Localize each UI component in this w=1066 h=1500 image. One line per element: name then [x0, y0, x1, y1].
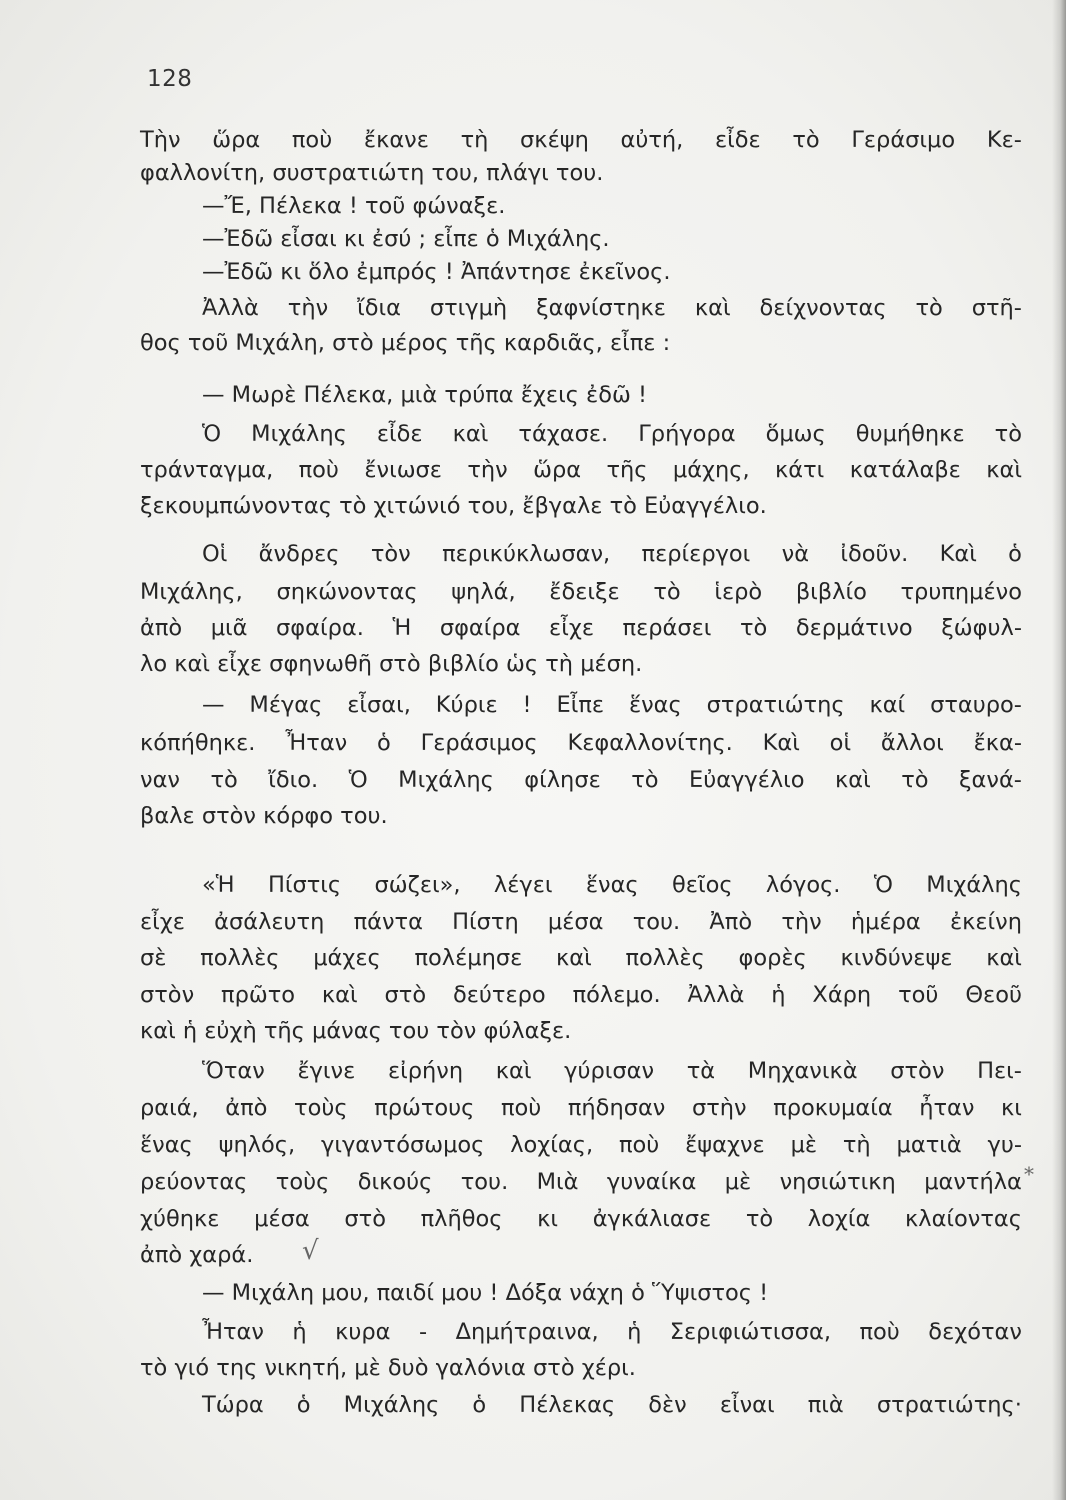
word: Ἀλλὰ — [202, 295, 259, 321]
word: στὸν — [140, 982, 195, 1008]
word: φίλησε — [524, 767, 601, 793]
word: μάχες — [313, 945, 381, 971]
word: κυρα — [335, 1319, 391, 1345]
word: λοχία — [807, 1206, 871, 1232]
word: Ἀλλὰ — [687, 982, 745, 1008]
word: ἴδια — [357, 295, 401, 321]
word: δὲν — [648, 1392, 687, 1418]
word: Ὁ — [348, 767, 368, 793]
word: μὲ — [790, 1132, 818, 1158]
text-line-25 — [202, 1056, 1022, 1087]
word: ποὺ — [500, 1095, 542, 1121]
word: Μιχάλης — [926, 872, 1022, 898]
word: Μιὰ — [536, 1169, 579, 1195]
text-line-26 — [140, 1093, 1022, 1124]
word: τὴν — [287, 295, 329, 321]
text-line-22 — [140, 943, 1022, 974]
word: τὰ — [686, 1058, 716, 1084]
word: ἔδειξε — [549, 579, 620, 605]
word: πιὰ — [807, 1392, 844, 1418]
word: τὴν — [781, 909, 822, 935]
word: μέσα — [547, 909, 604, 935]
word: εἶχε — [549, 615, 594, 641]
word: Πέλεκας — [519, 1392, 616, 1418]
text-line-7: θος τοῦ Μιχάλη, στὸ μέρος τῆς καρδιᾶς, εἶπε : — [140, 330, 671, 356]
word: Μιχάλης — [343, 1392, 440, 1418]
word: — — [202, 692, 225, 718]
word: τὴ — [460, 127, 489, 153]
text-line-9 — [202, 419, 1022, 450]
text-line-21 — [140, 907, 1022, 938]
word: Σεριφιώτισσα, — [669, 1319, 832, 1345]
word: στρατιώτης — [706, 692, 845, 718]
word: ὁ — [296, 1392, 311, 1418]
word: τὴ — [842, 1132, 871, 1158]
word: Κύριε — [435, 692, 498, 718]
word: μαντήλα — [924, 1169, 1022, 1195]
page-edge-shadow — [1052, 0, 1066, 1500]
word: ἔγινε — [297, 1058, 356, 1084]
word: μάχης, — [672, 457, 750, 483]
word: Μέγας — [249, 692, 323, 718]
word: καὶ — [495, 1058, 532, 1084]
word: ἔνιωσε — [364, 457, 442, 483]
text-line-2: φαλλονίτη, συστρατιώτη του, πλάγι του. — [140, 160, 604, 186]
word: πόλεμο. — [572, 982, 661, 1008]
word: καὶ — [986, 945, 1022, 971]
text-line-30: ἀπὸ χαρά. — [140, 1242, 254, 1268]
text-line-33: τὸ γιό της νικητή, μὲ δυὸ γαλόνια στὸ χέρι. — [140, 1355, 636, 1381]
text-line-24: καὶ ἡ εὐχὴ τῆς μάνας του τὸν φύλαξε. — [140, 1018, 572, 1044]
word: τοὺς — [294, 1095, 348, 1121]
word: ἕνας — [585, 872, 639, 898]
word: γυναίκα — [606, 1169, 697, 1195]
word: Ἡ — [392, 615, 412, 641]
word: Καὶ — [939, 541, 977, 567]
word: καὶ — [321, 982, 358, 1008]
word: Πίστις — [267, 872, 342, 898]
margin-check-mark: √ — [302, 1236, 319, 1266]
word: πολέμησε — [414, 945, 523, 971]
word: αὐτή, — [620, 127, 684, 153]
word: δείχνοντας — [759, 295, 887, 321]
word: Κε- — [986, 127, 1022, 153]
margin-asterisk: * — [1024, 1162, 1034, 1186]
word: πρώτους — [374, 1095, 475, 1121]
word: ἀπὸ — [140, 615, 183, 641]
word: σώζει», — [374, 872, 461, 898]
word: Δημήτραινα, — [455, 1319, 599, 1345]
word: Πει- — [977, 1058, 1022, 1084]
text-line-10 — [140, 455, 1022, 486]
word: πρῶτο — [221, 982, 296, 1008]
word: περίεργοι — [641, 541, 751, 567]
text-line-34 — [202, 1390, 1022, 1421]
word: ἦταν — [919, 1095, 975, 1121]
text-line-20 — [202, 870, 1022, 901]
word: περάσει — [622, 615, 712, 641]
word: τὸ — [210, 767, 238, 793]
word: στῆ- — [971, 295, 1022, 321]
page-number: 128 — [147, 66, 193, 92]
text-line-11: ξεκουμπώνοντας τὸ χιτώνιό του, ἔβγαλε τὸ Εὐαγγέλιο. — [140, 493, 767, 519]
word: Μηχανικὰ — [747, 1058, 858, 1084]
word: ποὺ — [859, 1319, 900, 1345]
word: «Ἡ — [202, 872, 235, 898]
text-line-14 — [140, 613, 1022, 644]
word: ἄλλοι — [880, 730, 944, 756]
word: εἶναι — [719, 1392, 775, 1418]
word: ἔψαχνε — [685, 1132, 765, 1158]
word: τράνταγμα, — [140, 457, 274, 483]
word: ἀσάλευτη — [214, 909, 325, 935]
word: Ὅταν — [202, 1058, 265, 1084]
word: στὸν — [890, 1058, 945, 1084]
word: ποὺ — [618, 1132, 660, 1158]
word: ψηλός, — [218, 1132, 296, 1158]
word: πήδησαν — [567, 1095, 666, 1121]
word: Γεράσιμο — [851, 127, 956, 153]
word: ματιὰ — [896, 1132, 962, 1158]
word: γύρισαν — [564, 1058, 655, 1084]
word: πολλὲς — [200, 945, 280, 971]
word: σφαίρα. — [276, 615, 364, 641]
text-line-31: — Μιχάλη μου, παιδί μου ! Δόξα νάχη ὁ Ὕψιστος ! — [202, 1280, 769, 1306]
word: Ἦταν — [202, 1319, 264, 1345]
word: γιγαντόσωμος — [321, 1132, 485, 1158]
word: Ὁ — [873, 872, 893, 898]
word: καὶ — [556, 945, 592, 971]
word: ἀγκάλιασε — [592, 1206, 712, 1232]
word: τὸν — [370, 541, 411, 567]
word: Τὴν — [140, 127, 181, 153]
text-line-12 — [202, 539, 1022, 570]
word: κόπήθηκε. — [140, 730, 256, 756]
word: κλαίοντας — [905, 1206, 1022, 1232]
word: Γεράσιμος — [420, 730, 538, 756]
word: νὰ — [781, 541, 810, 567]
word: ὥρα — [212, 127, 261, 153]
word: ἰδοῦν. — [840, 541, 909, 567]
text-line-19: βαλε στὸν κόρφο του. — [140, 803, 388, 829]
word: Γρήγορα — [638, 421, 736, 447]
word: στιγμὴ — [429, 295, 508, 321]
word: δερμάτινο — [795, 615, 913, 641]
word: ὁ — [472, 1392, 487, 1418]
word: Εὐαγγέλιο — [689, 767, 805, 793]
word: Τώρα — [202, 1392, 264, 1418]
word: ἕνας — [140, 1132, 193, 1158]
word: μιᾶ — [210, 615, 248, 641]
text-line-15: λο καὶ εἶχε σφηνωθῆ στὸ βιβλίο ὡς τὴ μέση. — [140, 651, 643, 677]
word: εἰρήνη — [387, 1058, 464, 1084]
word: οἱ — [829, 730, 852, 756]
word: τὸ — [994, 421, 1022, 447]
word: νησιώτικη — [779, 1169, 896, 1195]
word: τὸ — [745, 1206, 774, 1232]
text-line-13 — [140, 577, 1022, 608]
word: ψηλά, — [451, 579, 516, 605]
word: Θεοῦ — [965, 982, 1022, 1008]
word: ὅμως — [765, 421, 826, 447]
word: ξανά- — [959, 767, 1022, 793]
word: ξώφυλ- — [941, 615, 1022, 641]
word: ξαφνίστηκε — [536, 295, 666, 321]
word: ὁ — [377, 730, 391, 756]
text-line-18 — [140, 765, 1022, 796]
text-line-3: —Ἔ, Πέλεκα ! τοῦ φώναξε. — [202, 193, 506, 219]
word: καὶ — [835, 767, 871, 793]
word: εἶδε — [376, 421, 423, 447]
word: πλῆθος — [420, 1206, 503, 1232]
word: του. — [632, 909, 681, 935]
word: ἄνδρες — [258, 541, 340, 567]
word: σηκώνοντας — [276, 579, 418, 605]
word: κινδύνεψε — [840, 945, 953, 971]
word: τὸ — [739, 615, 768, 641]
word: τὸ — [915, 295, 943, 321]
word: ἡ — [292, 1319, 307, 1345]
word: τὸ — [631, 767, 659, 793]
word: κάτι — [775, 457, 825, 483]
text-line-27 — [140, 1130, 1022, 1161]
word: βιβλίο — [795, 579, 867, 605]
word: θυμήθηκε — [855, 421, 965, 447]
word: σταυρο- — [930, 692, 1022, 718]
word: κι — [537, 1206, 559, 1232]
text-line-16 — [202, 690, 1022, 721]
word: Ἦταν — [285, 730, 348, 756]
word: Κεφαλλονίτης. — [567, 730, 733, 756]
text-line-8: — Μωρὲ Πέλεκα, μιὰ τρύπα ἔχεις ἐδῶ ! — [202, 382, 647, 408]
word: Μιχάλης — [398, 767, 494, 793]
word: χύθηκε — [140, 1206, 220, 1232]
word: Ἀπὸ — [709, 909, 753, 935]
word: στὸ — [344, 1206, 386, 1232]
word: ραιά, — [140, 1095, 199, 1121]
word: Πίστη — [452, 909, 519, 935]
word: Χάρη — [812, 982, 872, 1008]
word: ἱερὸ — [714, 579, 763, 605]
word: προκυμαία — [773, 1095, 893, 1121]
word: μέσα — [254, 1206, 310, 1232]
word: Οἱ — [202, 541, 228, 567]
word: στρατιώτης· — [876, 1392, 1022, 1418]
text-line-17 — [140, 728, 1022, 759]
word: δικούς — [357, 1169, 433, 1195]
word: λοχίας, — [510, 1132, 594, 1158]
text-line-6 — [202, 293, 1022, 324]
word: εἶδε — [715, 127, 761, 153]
word: κατάλαβε — [849, 457, 961, 483]
word: ἔκανε — [363, 127, 429, 153]
word: ὁ — [1008, 541, 1022, 567]
word: ναν — [140, 767, 180, 793]
text-line-1 — [140, 125, 1022, 156]
word: γυ- — [987, 1132, 1022, 1158]
word: εἶσαι, — [347, 692, 411, 718]
word: τὸ — [901, 767, 929, 793]
word: λέγει — [493, 872, 553, 898]
word: ἕνας — [628, 692, 682, 718]
word: Εἶπε — [556, 692, 605, 718]
text-line-28 — [140, 1167, 1022, 1198]
word: καὶ — [694, 295, 731, 321]
word: ἡ — [627, 1319, 642, 1345]
word: ἔκα- — [973, 730, 1022, 756]
word: λόγος. — [765, 872, 841, 898]
text-line-5: —Ἐδῶ κι ὅλο ἐμπρός ! Ἀπάντησε ἐκεῖνος. — [202, 259, 671, 285]
word: καὶ — [986, 457, 1022, 483]
word: τῆς — [606, 457, 648, 483]
word: ἐκείνη — [949, 909, 1022, 935]
word: ! — [522, 692, 532, 718]
word: θεῖος — [672, 872, 733, 898]
word: δεχόταν — [928, 1319, 1022, 1345]
word: Μιχάλης, — [140, 579, 243, 605]
word: ποὺ — [291, 127, 333, 153]
word: εἶχε — [140, 909, 185, 935]
word: μὲ — [724, 1169, 752, 1195]
word: περικύκλωσαν, — [442, 541, 611, 567]
text-line-29 — [140, 1204, 1022, 1235]
word: - — [418, 1319, 428, 1345]
word: δεύτερο — [452, 982, 546, 1008]
word: καὶ — [452, 421, 489, 447]
word: καί — [869, 692, 906, 718]
word: Μιχάλης — [251, 421, 347, 447]
word: φορὲς — [738, 945, 807, 971]
word: ἴδιο. — [268, 767, 319, 793]
text-line-32 — [202, 1317, 1022, 1348]
word: στὴν — [691, 1095, 747, 1121]
word: σφαίρα — [439, 615, 521, 641]
word: τάχασε. — [518, 421, 609, 447]
word: τοὺς — [275, 1169, 330, 1195]
word: κι — [1001, 1095, 1022, 1121]
word: πολλὲς — [625, 945, 705, 971]
word: του. — [460, 1169, 509, 1195]
word: ποὺ — [298, 457, 339, 483]
word: ἀπὸ — [225, 1095, 268, 1121]
word: ὥρα — [533, 457, 582, 483]
word: Ὁ — [202, 421, 222, 447]
word: τοῦ — [898, 982, 939, 1008]
word: τὴν — [467, 457, 508, 483]
text-line-23 — [140, 980, 1022, 1011]
word: ἡ — [771, 982, 786, 1008]
word: τὸ — [653, 579, 681, 605]
word: Καὶ — [762, 730, 800, 756]
word: σὲ — [140, 945, 167, 971]
text-line-4: —Ἐδῶ εἶσαι κι ἐσύ ; εἶπε ὁ Μιχάλης. — [202, 226, 610, 252]
word: τὸ — [792, 127, 820, 153]
word: ρεύοντας — [140, 1169, 248, 1195]
word: ἡμέρα — [850, 909, 921, 935]
word: σκέψη — [520, 127, 589, 153]
word: πάντα — [353, 909, 423, 935]
word: τρυπημένο — [900, 579, 1022, 605]
word: στὸ — [384, 982, 427, 1008]
